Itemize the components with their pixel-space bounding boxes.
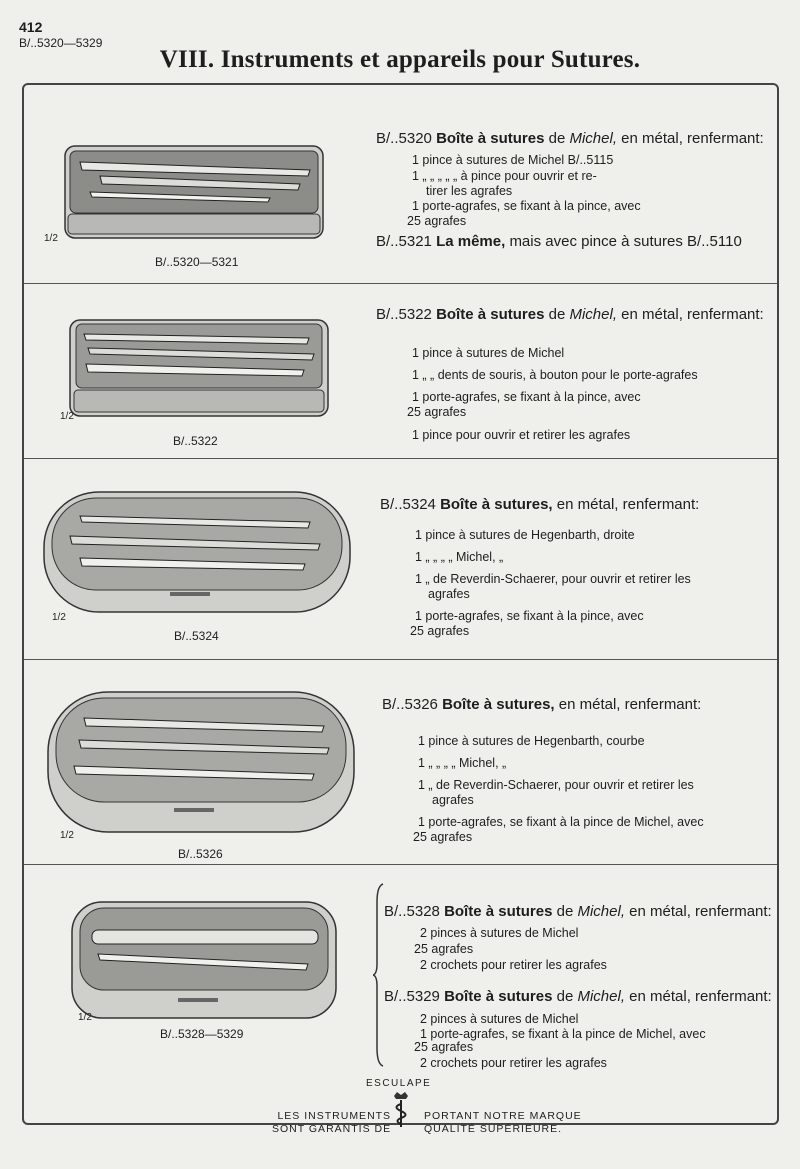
content-line: 1 „ „ „ „ Michel, „ [418, 756, 507, 770]
item-name: Boîte à sutures, [440, 496, 553, 513]
content-line: 2 pinces à sutures de Michel [420, 1012, 579, 1026]
guarantee-line: PORTANT NOTRE MARQUE [424, 1110, 582, 1122]
page-title: VIII. Instruments et appareils pour Sutures. [159, 46, 641, 73]
item-rest: en métal, renfermant: [558, 696, 702, 713]
content-line: 2 crochets pour retirer les agrafes [420, 958, 607, 972]
item-code: B/..5326 [382, 696, 438, 713]
scale-label: 1/2 [52, 612, 66, 623]
content-line: 1 pince à sutures de Michel [412, 346, 565, 360]
content-line: 25 agrafes [407, 214, 467, 228]
item-name: Boîte à sutures [436, 130, 545, 147]
item-maker: Michel, [577, 903, 625, 920]
item-de: de [548, 306, 566, 323]
suture-box-illustration [64, 314, 334, 426]
item-heading [384, 903, 772, 920]
content-line: 1 porte-agrafes, se fixant à la pince de Michel, avec [420, 1027, 706, 1041]
content-line: 1 „ de Reverdin-Schaerer, pour ouvrir et retirer les [415, 572, 691, 586]
content-line: 1 „ „ „ „ „ à pince pour ouvrir et re- [412, 169, 597, 183]
figure-caption: B/..5328—5329 [160, 1027, 244, 1041]
content-line: 1 „ de Reverdin-Schaerer, pour ouvrir et retirer les [418, 778, 694, 792]
section-divider [24, 864, 777, 865]
content-line: 1 porte-agrafes, se fixant à la pince, avec [412, 390, 641, 404]
section-divider [24, 283, 777, 284]
item-heading [376, 306, 764, 323]
content-line: 25 agrafes [407, 405, 467, 419]
content-line: 1 pince pour ouvrir et retirer les agrafes [412, 428, 631, 442]
content-line: tirer les agrafes [426, 184, 513, 198]
item-rest: en métal, renfermant: [621, 306, 764, 323]
guarantee-text-right [424, 1110, 582, 1136]
content-line: 1 pince à sutures de Hegenbarth, droite [415, 528, 635, 542]
item-code: B/..5328 [384, 903, 440, 920]
content-line: 1 porte-agrafes, se fixant à la pince de Michel, avec [418, 815, 704, 829]
scale-label: 1/2 [60, 411, 74, 422]
suture-box-illustration [68, 898, 340, 1024]
item-de: de [556, 903, 574, 920]
item-heading [382, 696, 701, 713]
scale-label: 1/2 [78, 1012, 92, 1023]
scale-label: 1/2 [60, 830, 74, 841]
page-number: 412 [19, 19, 43, 35]
guarantee-text-left [272, 1110, 391, 1136]
content-line: 25 agrafes [413, 830, 473, 844]
content-line: 1 porte-agrafes, se fixant à la pince, avec [415, 609, 644, 623]
content-line: 1 „ „ dents de souris, à bouton pour le porte-agrafes [412, 368, 698, 382]
variant-name: La même, [436, 233, 506, 250]
item-heading [376, 130, 764, 147]
figure-caption: B/..5322 [173, 434, 218, 448]
content-line: 25 agrafes [414, 942, 474, 956]
item-name: Boîte à sutures [436, 306, 545, 323]
brand-name: ESCULAPE [366, 1078, 432, 1089]
content-line: agrafes [428, 587, 470, 601]
content-line: 25 agrafes [414, 1040, 474, 1054]
item-maker: Michel, [569, 306, 617, 323]
suture-box-illustration [44, 688, 360, 838]
content-line: 2 crochets pour retirer les agrafes [420, 1056, 607, 1070]
item-code: B/..5320 [376, 130, 432, 147]
content-line: 1 pince à sutures de Hegenbarth, courbe [418, 734, 645, 748]
guarantee-line: SONT GARANTIS DE [272, 1123, 392, 1135]
figure-caption: B/..5320—5321 [155, 255, 239, 269]
item-rest: en métal, renfermant: [556, 496, 700, 513]
variant-heading [376, 233, 742, 250]
content-line: 25 agrafes [410, 624, 470, 638]
item-rest: en métal, renfermant: [629, 988, 772, 1005]
item-code: B/..5329 [384, 988, 440, 1005]
content-line: 1 pince à sutures de Michel B/..5115 [412, 153, 614, 167]
caduceus-logo-icon [388, 1092, 414, 1133]
figure-caption: B/..5324 [174, 629, 219, 643]
suture-box-illustration [60, 140, 330, 250]
section-divider [24, 458, 777, 459]
guarantee-line: QUALITÉ SUPÉRIEURE. [424, 1123, 563, 1135]
section-divider [24, 659, 777, 660]
item-rest: en métal, renfermant: [621, 130, 764, 147]
figure-caption: B/..5326 [178, 847, 223, 861]
item-code: B/..5324 [380, 496, 436, 513]
item-maker: Michel, [577, 988, 625, 1005]
variant-code: B/..5321 [376, 233, 432, 250]
item-name: Boîte à sutures [444, 988, 553, 1005]
scale-label: 1/2 [44, 233, 58, 244]
item-maker: Michel, [569, 130, 617, 147]
guarantee-line: LES INSTRUMENTS [277, 1110, 392, 1122]
page-range: B/..5320—5329 [19, 36, 103, 50]
item-rest: en métal, renfermant: [629, 903, 772, 920]
content-line: agrafes [432, 793, 474, 807]
item-heading [384, 988, 772, 1005]
variant-rest: mais avec pince à sutures B/..5110 [509, 233, 742, 250]
item-code: B/..5322 [376, 306, 432, 323]
content-line: 1 porte-agrafes, se fixant à la pince, avec [412, 199, 641, 213]
item-name: Boîte à sutures, [442, 696, 555, 713]
suture-box-illustration [40, 488, 356, 618]
content-line: 2 pinces à sutures de Michel [420, 926, 579, 940]
content-line: 1 „ „ „ „ Michel, „ [415, 550, 504, 564]
item-heading [380, 496, 699, 513]
item-name: Boîte à sutures [444, 903, 553, 920]
item-de: de [548, 130, 566, 147]
item-de: de [556, 988, 574, 1005]
